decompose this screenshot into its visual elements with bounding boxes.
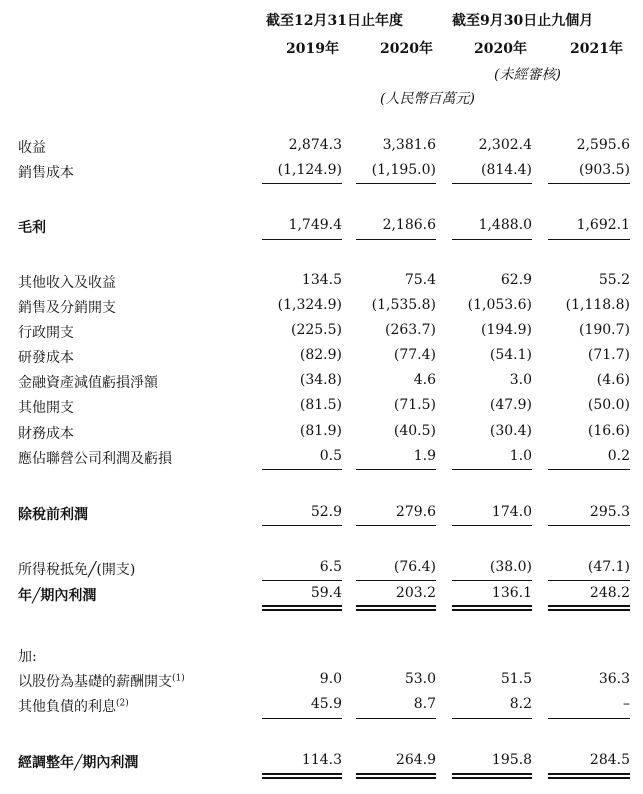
cell: (34.8) bbox=[299, 372, 342, 388]
row-label-share-based-comp: 以股份為基礎的薪酬開支$^{(1)}$ bbox=[18, 673, 185, 690]
row-label-cost-of-sales: 銷售成本 bbox=[18, 165, 74, 181]
total-double-rule bbox=[356, 773, 436, 779]
cell: 195.8 bbox=[491, 752, 532, 768]
subtotal-rule bbox=[262, 183, 342, 184]
row-label-income-tax: 所得稅抵免╱(開支) bbox=[18, 562, 136, 578]
cell: (225.5) bbox=[290, 322, 342, 338]
cell: – bbox=[623, 696, 630, 712]
subtotal-rule bbox=[262, 525, 342, 526]
cell: 51.5 bbox=[500, 671, 532, 687]
cell: 279.6 bbox=[395, 504, 436, 520]
cell: 36.3 bbox=[598, 671, 630, 687]
row-label-rd-costs: 研發成本 bbox=[18, 350, 74, 366]
cell: (190.7) bbox=[578, 322, 630, 338]
cell: 203.2 bbox=[395, 585, 436, 601]
subtotal-rule bbox=[452, 525, 532, 526]
subtotal-rule bbox=[356, 183, 436, 184]
cell: (1,053.6) bbox=[467, 297, 532, 313]
cell: 174.0 bbox=[491, 504, 532, 520]
cell: (903.5) bbox=[578, 162, 630, 178]
unit-note: (人民幣百萬元) bbox=[380, 91, 475, 107]
row-label-other-expenses: 其他開支 bbox=[18, 400, 74, 416]
row-label-interest-other-liabilities: 其他負債的利息$^{(2)}$ bbox=[18, 698, 129, 715]
row-label-profit-before-tax: 除稅前利潤 bbox=[18, 507, 88, 523]
cell: 8.2 bbox=[509, 696, 532, 712]
cell: 62.9 bbox=[500, 272, 532, 288]
total-double-rule bbox=[262, 605, 342, 611]
unaudited-note: (未經審核) bbox=[494, 67, 561, 83]
cell: (1,118.8) bbox=[565, 297, 630, 313]
cell: 284.5 bbox=[589, 752, 630, 768]
cell: 114.3 bbox=[301, 752, 342, 768]
row-label-share-of-associates: 應佔聯營公司利潤及虧損 bbox=[18, 451, 172, 467]
footnote-ref: (1) bbox=[172, 673, 185, 684]
row-label-add: 加: bbox=[18, 649, 37, 665]
cell: 1,692.1 bbox=[576, 217, 630, 233]
row-label-impairment: 金融資產減值虧損淨額 bbox=[18, 375, 158, 391]
cell: (71.5) bbox=[393, 397, 436, 413]
cell: (1,535.8) bbox=[371, 297, 436, 313]
cell: 2,186.6 bbox=[382, 217, 436, 233]
cell: 295.3 bbox=[589, 504, 630, 520]
subtotal-rule bbox=[262, 469, 342, 470]
cell: (54.1) bbox=[489, 347, 532, 363]
cell: (76.4) bbox=[393, 559, 436, 575]
subtotal-rule bbox=[548, 183, 630, 184]
row-label-admin-expenses: 行政開支 bbox=[18, 325, 74, 341]
subtotal-rule bbox=[452, 469, 532, 470]
total-double-rule bbox=[356, 605, 436, 611]
cell: 2,874.3 bbox=[288, 137, 342, 153]
subtotal-rule bbox=[452, 580, 532, 581]
cell: 4.6 bbox=[413, 372, 436, 388]
cell: 52.9 bbox=[310, 504, 342, 520]
row-label-adjusted-profit: 經調整年╱期內利潤 bbox=[18, 755, 139, 771]
subtotal-rule bbox=[356, 580, 436, 581]
total-double-rule bbox=[452, 605, 532, 611]
cell: (81.9) bbox=[299, 423, 342, 439]
cell: 59.4 bbox=[310, 585, 342, 601]
cell: (40.5) bbox=[393, 423, 436, 439]
row-label-other-income: 其他收入及收益 bbox=[18, 275, 116, 291]
cell: (47.1) bbox=[587, 559, 630, 575]
subtotal-rule bbox=[452, 183, 532, 184]
subtotal-rule bbox=[262, 580, 342, 581]
cell: 3.0 bbox=[509, 372, 532, 388]
footnote-ref: (2) bbox=[116, 698, 129, 709]
subtotal-rule bbox=[548, 718, 630, 719]
cell: 6.5 bbox=[319, 559, 342, 575]
subtotal-rule bbox=[548, 239, 630, 240]
subtotal-rule bbox=[356, 469, 436, 470]
cell: 1,749.4 bbox=[288, 217, 342, 233]
subtotal-rule bbox=[356, 525, 436, 526]
row-label-profit-for-period: 年╱期內利潤 bbox=[18, 588, 97, 604]
cell: (814.4) bbox=[480, 162, 532, 178]
header-group-nine-months: 截至9月30日止九個月 bbox=[452, 13, 594, 29]
cell: 264.9 bbox=[395, 752, 436, 768]
row-label-selling-distribution: 銷售及分銷開支 bbox=[18, 300, 116, 316]
cell: (194.9) bbox=[480, 322, 532, 338]
subtotal-rule bbox=[452, 239, 532, 240]
header-year-col1: 2019年 bbox=[286, 41, 339, 57]
cell: (77.4) bbox=[393, 347, 436, 363]
total-double-rule bbox=[548, 605, 630, 611]
cell: 55.2 bbox=[598, 272, 630, 288]
header-group-year: 截至12月31日止年度 bbox=[266, 13, 403, 29]
cell: (81.5) bbox=[299, 397, 342, 413]
cell: (47.9) bbox=[489, 397, 532, 413]
header-year-col4: 2021年 bbox=[570, 41, 623, 57]
cell: (30.4) bbox=[489, 423, 532, 439]
row-label-finance-costs: 財務成本 bbox=[18, 426, 74, 442]
cell: (16.6) bbox=[587, 423, 630, 439]
cell: (71.7) bbox=[587, 347, 630, 363]
cell: 248.2 bbox=[589, 585, 630, 601]
subtotal-rule bbox=[548, 525, 630, 526]
cell: 136.1 bbox=[491, 585, 532, 601]
subtotal-rule bbox=[356, 718, 436, 719]
cell: (38.0) bbox=[489, 559, 532, 575]
subtotal-rule bbox=[548, 469, 630, 470]
header-year-col3: 2020年 bbox=[474, 41, 527, 57]
header-year-col2: 2020年 bbox=[380, 41, 433, 57]
subtotal-rule bbox=[452, 718, 532, 719]
cell: (1,195.0) bbox=[371, 162, 436, 178]
subtotal-rule bbox=[548, 580, 630, 581]
cell: (50.0) bbox=[587, 397, 630, 413]
cell: 134.5 bbox=[301, 272, 342, 288]
subtotal-rule bbox=[356, 239, 436, 240]
cell: (263.7) bbox=[384, 322, 436, 338]
cell: 0.5 bbox=[319, 448, 342, 464]
cell: 9.0 bbox=[319, 671, 342, 687]
cell: 8.7 bbox=[413, 696, 436, 712]
total-double-rule bbox=[548, 773, 630, 779]
row-label-revenue: 收益 bbox=[18, 140, 46, 156]
cell: 1.9 bbox=[413, 448, 436, 464]
cell: 45.9 bbox=[310, 696, 342, 712]
row-label-gross-profit: 毛利 bbox=[18, 220, 46, 236]
cell: (1,124.9) bbox=[277, 162, 342, 178]
cell: (82.9) bbox=[299, 347, 342, 363]
cell: 2,302.4 bbox=[478, 137, 532, 153]
subtotal-rule bbox=[262, 718, 342, 719]
total-double-rule bbox=[262, 773, 342, 779]
cell: 1,488.0 bbox=[478, 217, 532, 233]
cell: 3,381.6 bbox=[382, 137, 436, 153]
cell: 2,595.6 bbox=[576, 137, 630, 153]
cell: (1,324.9) bbox=[277, 297, 342, 313]
total-double-rule bbox=[452, 773, 532, 779]
cell: 75.4 bbox=[404, 272, 436, 288]
cell: 0.2 bbox=[607, 448, 630, 464]
cell: 53.0 bbox=[404, 671, 436, 687]
cell: (4.6) bbox=[596, 372, 630, 388]
subtotal-rule bbox=[262, 239, 342, 240]
cell: 1.0 bbox=[509, 448, 532, 464]
